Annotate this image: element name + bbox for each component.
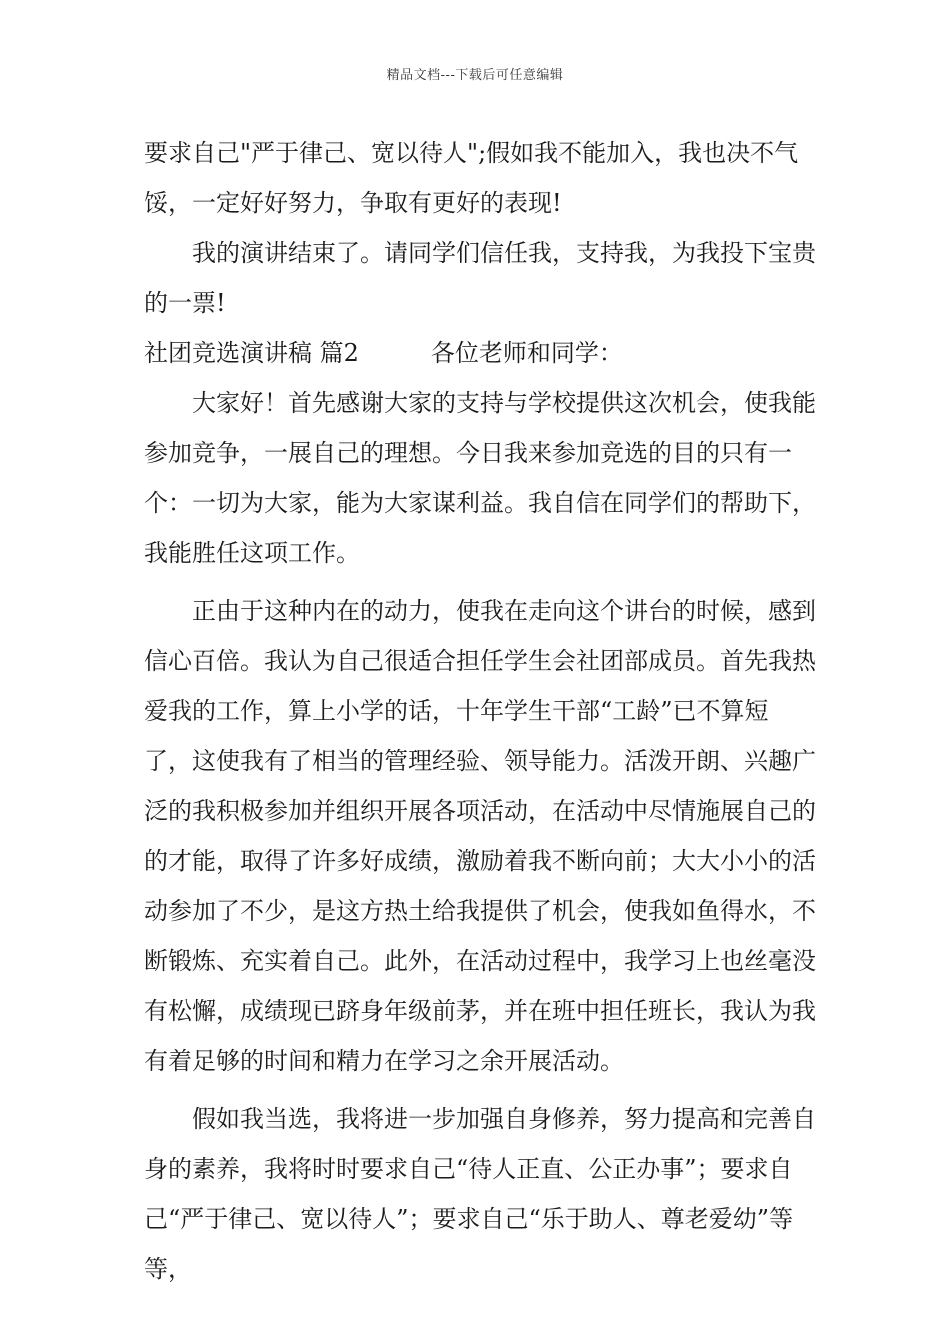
paragraph-motivation: 正由于这种内在的动力，使我在走向这个讲台的时候，感到信心百倍。我认为自己很适合担任学生会社团部成员。首先我热爱我的工作，算上小学的话，十年学生干部“工龄”已不算短了，这使我有了相当的管理经验、领导能力。活泼开朗、兴趣广泛的我积极参加并组织开展各项活动，在活动中尽情施展自己的的才能，取得了许多好成绩，激励着我不断向前；大大小小的活动参加了不少，是这方热土给我提供了机会，使我如鱼得水，不断锻炼、充实着自己。此外，在活动过程中，我学习上也丝毫没有松懈，成绩现已跻身年级前茅，并在班中担任班长，我认为我有着足够的时间和精力在学习之余开展活动。 [144, 597, 816, 1075]
paragraph-continuation: 要求自己"严于律己、宽以待人";假如我不能加入，我也决不气馁，一定好好努力，争取有更好的表现! [144, 139, 799, 217]
paragraph-greeting: 大家好！首先感谢大家的支持与学校提供这次机会，使我能参加竞争，一展自己的理想。今日我来参加竞选的目的只有一个：一切为大家，能为大家谋利益。我自信在同学们的帮助下，我能胜任这项工作。 [144, 389, 816, 567]
paragraph-pledge: 假如我当选，我将进一步加强自身修养，努力提高和完善自身的素养，我将时时要求自己“待人正直、公正办事”；要求自己“严于律己、宽以待人”；要求自己“乐于助人、尊老爱幼”等等， [144, 1105, 816, 1283]
document-body [144, 128, 816, 1294]
page-header: 精品文档---下载后可任意编辑 [386, 68, 564, 83]
paragraph-closing: 我的演讲结束了。请同学们信任我，支持我，为我投下宝贵的一票! [144, 239, 816, 317]
section-heading: 社团竞选演讲稿 篇2 各位老师和同学： [144, 339, 623, 367]
